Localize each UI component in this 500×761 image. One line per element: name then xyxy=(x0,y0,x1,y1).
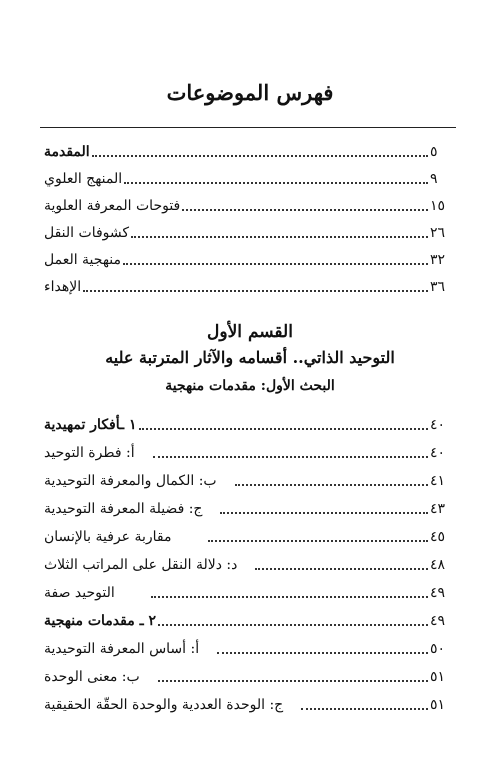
toc-entry-label: فتوحات المعرفة العلوية xyxy=(44,198,181,214)
toc-entry-label: المقدمة xyxy=(44,144,90,160)
page-title: فهرس الموضوعات xyxy=(166,80,334,105)
toc-entry-label: ج: فضيلة المعرفة التوحيدية xyxy=(44,501,203,517)
toc-entry-page: ٣٢ xyxy=(430,252,446,268)
toc-entry-label: ٢ ـ مقدمات منهجية xyxy=(44,613,157,629)
toc-entry xyxy=(40,609,456,633)
toc-entry xyxy=(40,167,456,191)
toc-entry-page: ٥١ xyxy=(430,669,446,685)
toc-entry xyxy=(40,637,456,661)
toc-entry-label: المنهج العلوي xyxy=(44,171,123,187)
toc-entry-page: ٤٩ xyxy=(430,585,446,601)
dot-leader xyxy=(123,263,428,265)
toc-entry-page: ٥٠ xyxy=(430,641,446,657)
dot-leader xyxy=(255,568,428,570)
dot-leader xyxy=(182,209,428,211)
dot-leader xyxy=(139,428,428,430)
divider xyxy=(40,127,456,128)
toc-entry xyxy=(40,553,456,577)
dot-leader xyxy=(301,708,428,710)
dot-leader xyxy=(151,596,428,598)
toc-entry-label: أ: أساس المعرفة التوحيدية xyxy=(44,641,200,657)
dot-leader xyxy=(220,512,428,514)
toc-entry-label: أ: فطرة التوحيد xyxy=(44,445,135,461)
dot-leader xyxy=(235,484,428,486)
toc-entry-label: ب: الكمال والمعرفة التوحيدية xyxy=(44,473,217,489)
dot-leader xyxy=(83,290,428,292)
toc-entry xyxy=(40,525,456,549)
dot-leader xyxy=(153,456,428,458)
toc-entry-page: ٤٨ xyxy=(430,557,446,573)
toc-entry-label: ب: معنى الوحدة xyxy=(44,669,140,685)
toc-entry-page: ٥١ xyxy=(430,697,446,713)
toc-entry-page: ٤٠ xyxy=(430,445,446,461)
toc-entry xyxy=(40,441,456,465)
toc-entry-page: ٤٥ xyxy=(430,529,446,545)
dot-leader xyxy=(158,624,428,626)
section-subheading: البحث الأول: مقدمات منهجية xyxy=(165,378,335,394)
part-title: القسم الأول xyxy=(207,322,293,342)
toc-entry-label: الإهداء xyxy=(44,279,82,295)
toc-entry xyxy=(40,194,456,218)
toc-entry-page: ٣٦ xyxy=(430,279,446,295)
dot-leader xyxy=(124,182,428,184)
toc-entry-page: ٤٠ xyxy=(430,417,446,433)
toc-entry-page: ٥ xyxy=(430,144,438,160)
toc-entry-label: مقاربة عرفية بالإنسان xyxy=(44,529,172,545)
toc-entry xyxy=(40,665,456,689)
toc-entry-page: ٤٣ xyxy=(430,501,446,517)
toc-entry-label: التوحيد صفة xyxy=(44,585,115,601)
toc-entry xyxy=(40,221,456,245)
toc-entry-page: ١٥ xyxy=(430,198,446,214)
dot-leader xyxy=(131,236,428,238)
section-heading: التوحيد الذاتي.. أقسامه والآثار المترتبة عليه xyxy=(105,348,395,367)
toc-entry-page: ٤١ xyxy=(430,473,446,489)
toc-entry-label: د: دلالة النقل على المراتب الثلاث xyxy=(44,557,238,573)
toc-entry-label: ١ ـأفكار تمهيدية xyxy=(44,417,137,433)
dot-leader xyxy=(208,540,429,542)
toc-entry-label: منهجية العمل xyxy=(44,252,121,268)
toc-entry-label: كشوفات النقل xyxy=(44,225,130,241)
toc-entry xyxy=(40,581,456,605)
toc-entry xyxy=(40,497,456,521)
toc-entry-page: ٩ xyxy=(430,171,438,187)
toc-entry-page: ٢٦ xyxy=(430,225,446,241)
dot-leader xyxy=(158,680,428,682)
toc-entry xyxy=(40,413,456,437)
toc-entry xyxy=(40,693,456,717)
toc-entry-page: ٤٩ xyxy=(430,613,446,629)
toc-entry-label: ج: الوحدة العددية والوحدة الحقّة الحقيقية xyxy=(44,697,284,713)
toc-entry xyxy=(40,275,456,299)
toc-entry xyxy=(40,248,456,272)
dot-leader xyxy=(217,652,428,654)
toc-entry xyxy=(40,469,456,493)
toc-entry xyxy=(40,140,456,164)
dot-leader xyxy=(92,155,428,157)
